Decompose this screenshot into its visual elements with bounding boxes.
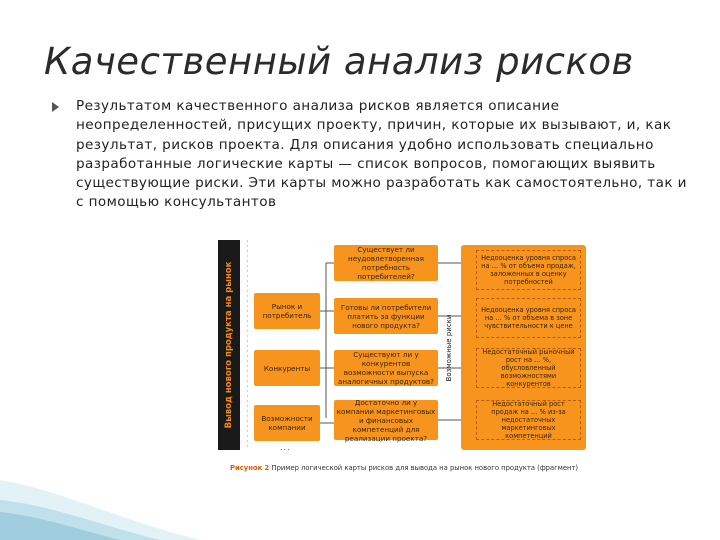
question-box: Достаточно ли у компании маркетинговых и финансовых компетенций для реализации проекта? (334, 400, 438, 440)
slide-title: Качественный анализ рисков (44, 40, 634, 83)
bullet-item (52, 97, 692, 213)
figure-caption-prefix: Рисунок 2 (230, 464, 270, 472)
category-box-capabilities: Возможности компании (254, 405, 320, 441)
bullet-arrow-icon (52, 102, 59, 112)
figure-caption (230, 464, 578, 472)
risks-panel-label: Возможные риски (445, 314, 453, 382)
figure-side-label: Вывод нового продукта на рынок (224, 261, 234, 429)
category-ellipsis: ... (280, 443, 291, 452)
figure-caption-text: Пример логической карты рисков для вывода на рынок нового продукта (фрагмент) (271, 464, 579, 472)
risk-box: Недостаточный рост продаж на … % из-за недостаточных маркетинговых компетенций (476, 400, 581, 440)
risk-box: Недооценка уровня спроса на … % от объема продаж, заложенных в оценку потребностей (476, 250, 581, 290)
risk-box: Недооценка уровня спроса на … % от объема в зоне чувствительности к цене (476, 298, 581, 338)
question-box: Готовы ли потребители платить за функции нового продукта? (334, 298, 438, 334)
risk-logic-map-figure (218, 240, 608, 478)
question-box: Существуют ли у конкурентов возможности выпуска аналогичных продуктов? (334, 350, 438, 386)
bullet-text: Результатом качественного анализа рисков является описание неопределенностей, присущих проекту, причин, которые их вызывают, и, как результат, рисков проекта. Для описания удобно использовать специально разработанные логические карты — список вопросов, помогающих выявить существующие риски. Эти карты можно разработать как самостоятельно, так и с помощью консультантов (76, 98, 687, 211)
category-box-market: Рынок и потребитель (254, 293, 320, 329)
risk-box: Недостаточный рыночный рост на … %, обусловленный возможностями конкурентов (476, 348, 581, 388)
decorative-corner-waves (0, 450, 260, 540)
question-box: Существует ли неудовлетворенная потребность потребителей? (334, 245, 438, 281)
category-box-competitors: Конкуренты (254, 350, 320, 386)
